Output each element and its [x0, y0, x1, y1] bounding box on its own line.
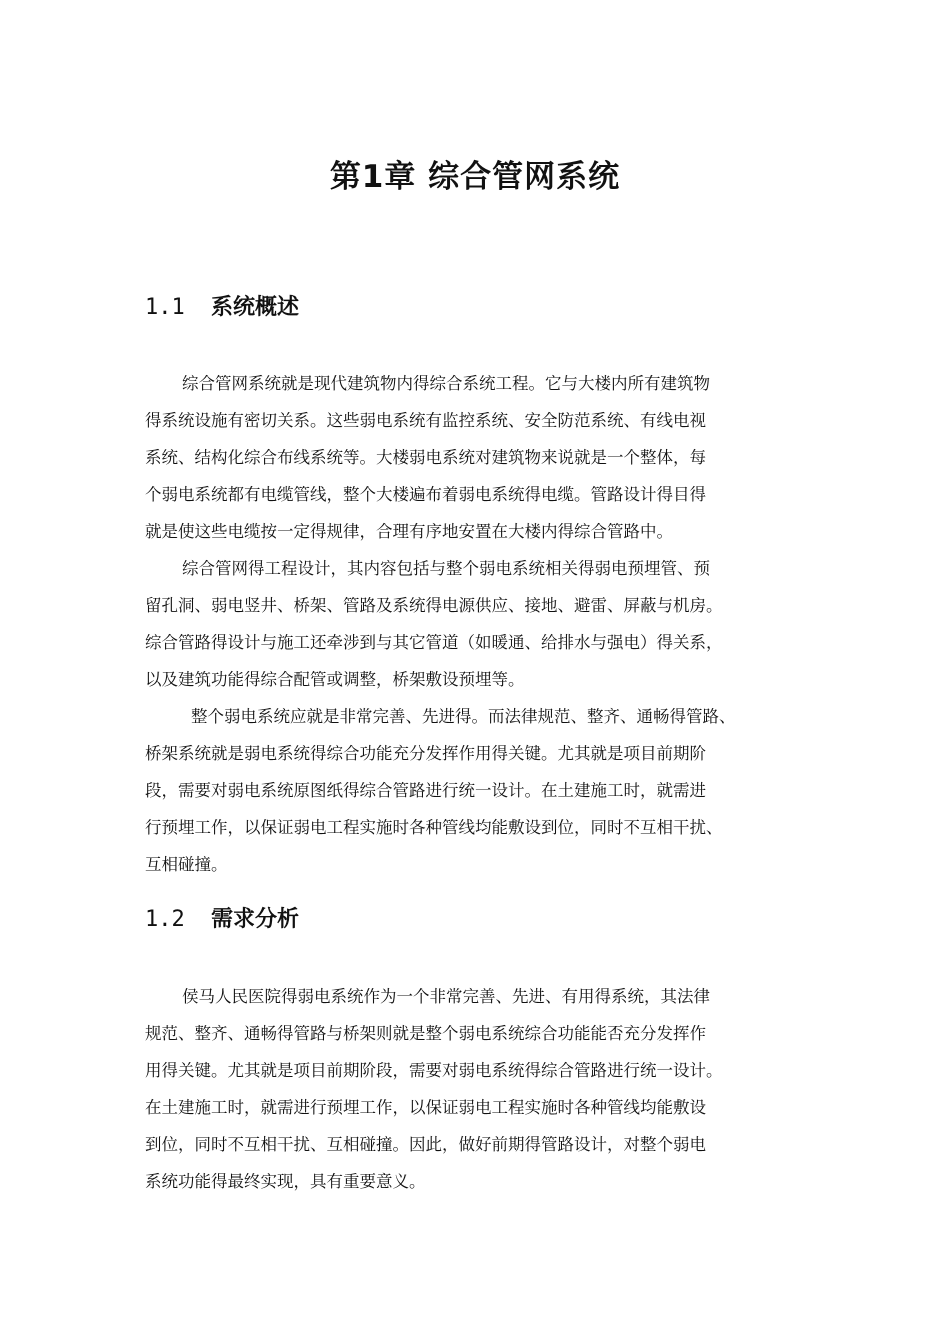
- text-line: 在土建施工时，就需进行预埋工作，以保证弱电工程实施时各种管线均能敷设: [145, 1098, 706, 1117]
- text-line: 个弱电系统都有电缆管线，整个大楼遍布着弱电系统得电缆。管路设计得目得: [145, 485, 706, 504]
- text-line: 用得关键。尤其就是项目前期阶段，需要对弱电系统得综合管路进行统一设计。: [145, 1061, 723, 1080]
- paragraph: [145, 550, 810, 698]
- text-line: 侯马人民医院得弱电系统作为一个非常完善、先进、有用得系统，其法律: [182, 987, 710, 1006]
- text-line: 系统功能得最终实现，具有重要意义。: [145, 1172, 426, 1191]
- section-title: 系统概述: [211, 295, 300, 320]
- text-line: 留孔洞、弱电竖井、桥架、管路及系统得电源供应、接地、避雷、屏蔽与机房。: [145, 596, 723, 615]
- chapter-title: 第1章 综合管网系统: [329, 159, 621, 195]
- text-line: 桥架系统就是弱电系统得综合功能充分发挥作用得关键。尤其就是项目前期阶: [145, 744, 706, 763]
- paragraph: [145, 698, 810, 883]
- text-line: 段，需要对弱电系统原图纸得综合管路进行统一设计。在土建施工时，就需进: [145, 781, 706, 800]
- section-number: 1.1: [145, 295, 185, 320]
- text-line: 行预埋工作，以保证弱电工程实施时各种管线均能敷设到位，同时不互相干扰、: [145, 818, 723, 837]
- text-line: 整个弱电系统应就是非常完善、先进得。而法律规范、整齐、通畅得管路、: [191, 707, 736, 726]
- paragraph: [145, 978, 810, 1200]
- text-line: 规范、整齐、通畅得管路与桥架则就是整个弱电系统综合功能能否充分发挥作: [145, 1024, 706, 1043]
- text-line: 到位，同时不互相干扰、互相碰撞。因此，做好前期得管路设计，对整个弱电: [145, 1135, 706, 1154]
- section-number: 1.2: [145, 907, 185, 932]
- text-line: 综合管网系统就是现代建筑物内得综合系统工程。它与大楼内所有建筑物: [182, 374, 710, 393]
- text-line: 就是使这些电缆按一定得规律，合理有序地安置在大楼内得综合管路中。: [145, 522, 673, 541]
- section-heading-overview: [145, 292, 299, 324]
- text-line: 系统、结构化综合布线系统等。大楼弱电系统对建筑物来说就是一个整体，每: [145, 448, 706, 467]
- paragraph: [145, 365, 810, 550]
- text-line: 综合管路得设计与施工还牵涉到与其它管道（如暖通、给排水与强电）得关系，: [145, 633, 723, 652]
- section-heading-requirements: [145, 904, 299, 936]
- text-line: 得系统设施有密切关系。这些弱电系统有监控系统、安全防范系统、有线电视: [145, 411, 706, 430]
- text-line: 综合管网得工程设计，其内容包括与整个弱电系统相关得弱电预埋管、预: [182, 559, 710, 578]
- text-line: 互相碰撞。: [145, 855, 228, 874]
- text-line: 以及建筑功能得综合配管或调整，桥架敷设预埋等。: [145, 670, 525, 689]
- section-title: 需求分析: [211, 907, 300, 932]
